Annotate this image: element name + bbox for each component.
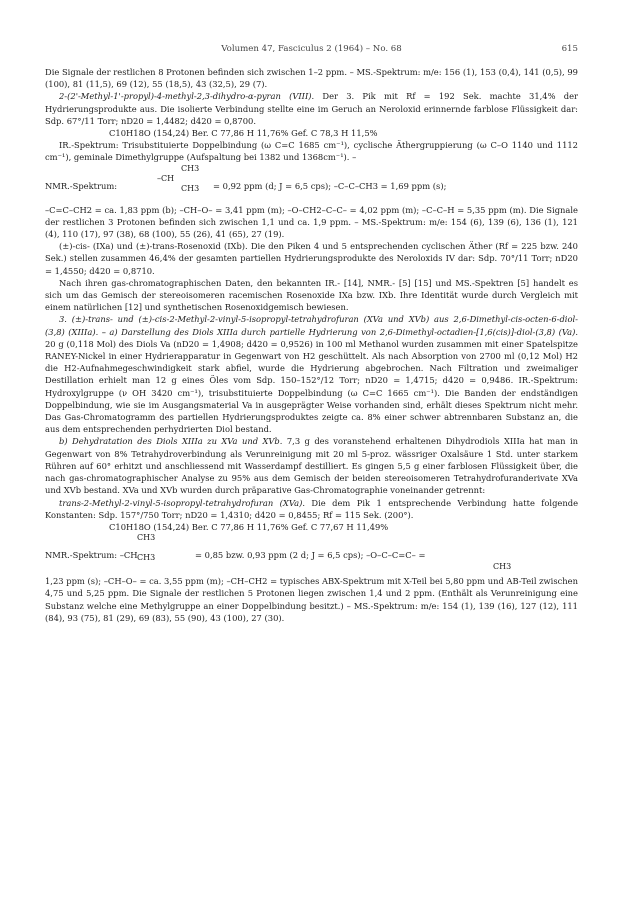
nmr-values-1: = 0,92 ppm (d; J = 6,5 cps); –C–C–CH3 = 1,69 ppm (s); — [213, 180, 447, 191]
compound-viii-title: 2-(2'-Methyl-1'-propyl)-4-methyl-2,3-dihydro-α-pyran (VIII). — [59, 91, 315, 102]
paragraph-compound-xva — [45, 497, 578, 521]
paragraph-rosenoxid: (±)-cis- (IXa) und (±)-trans-Rosenoxid (IXb). Die den Piken 4 und 5 entsprechenden cyclischen Äther (Rf = 225 bzw. 240 Sek.) stellen zusammen 46,4% der gesamten partiellen Hydrierungsprodukte des Neroloxids IV dar: Sdp. 70°/11 Torr; nD20 = 1,4550; d420 = 0,8710. — [45, 241, 578, 276]
journal-citation: Volumen 47, Fasciculus 2 (1964) – No. 68 — [221, 44, 402, 54]
fragment-ch3-bottom-2: CH3 — [137, 553, 156, 563]
paragraph-identification: Nach ihren gas-chromatographischen Daten, den bekannten IR.- [14], NMR.- [5] [15] und MS.-Spektren [5] handelt es sich um das Gemisch der stereoisomeren racemischen Rosenoxide IXa bzw. IXb. Ihre Identität wurde durch Vergleich mit einem natürlichen [12] und synthetischen Rosenoxidgemisch bewiesen. — [45, 277, 578, 313]
fragment-ch: –CH — [157, 173, 175, 183]
elemental-analysis-1: C10H18O (154,24) Ber. C 77,86 H 11,76% Gef. C 78,3 H 11,5% — [109, 128, 378, 139]
nmr-label-2: NMR.-Spektrum: –CH — [45, 550, 138, 561]
page — [45, 44, 578, 624]
section-3-title: 3. (±)-trans- und (±)-cis-2-Methyl-2-vinyl-5-isopropyl-tetrahydrofuran (XVa und XVb) aus 2,6-Dimethyl-cis-octen-6-diol-(3,8) (XIIIa). – a) Darstellung des Diols XIIIa durch partielle Hydrierung von 2,6-Dimethyl-octadien-[1,6(cis)]-diol-(3,8) (Va). — [45, 314, 578, 337]
fragment-ch3-tail: CH3 — [493, 562, 512, 572]
isopropyl-fragment-2 — [127, 533, 155, 563]
page-header — [45, 44, 578, 60]
compound-xva-title: trans-2-Methyl-2-vinyl-5-isopropyl-tetrahydrofuran (XVa). — [59, 497, 306, 508]
nmr-label: NMR.-Spektrum: — [45, 180, 118, 191]
section-3-text: 20 g (0,118 Mol) des Diols Va (nD20 = 1,4908; d420 = 0,9526) in 100 ml Methanol wurden zusammen mit einer Spatelspitze RANEY-Nickel in einer Hydrierapparatur in Gegenwart von H2 geschüttelt. Als nach Absorption von 2700 ml (0,12 Mol) H2 die H2-Aufnahmegeschwindigkeit stark abfiel, wurde die Hydrierung abgebrochen. Nach Filtration und zweimaliger Destillation erhielt man 12 g eines Öles vom Sdp. 150–152°/12 Torr; nD20 = 1,4715; d420 = 0,9486. IR.-Spektrum: Hydroxylgruppe (ν OH 3420 cm⁻¹), trisubstituierte Doppelbindung (ω C=C 1665 cm⁻¹). Die Banden der endständigen Doppelbindung, wie sie im Ausgangsmaterial Va in ausgeprägter Weise vorhanden sind, erhält dieses Spektrum nicht mehr. Das Gas-Chromatogramm des partiellen Hydrierungsproduktes zeigte ca. 8% einer schwer abtrennbaren Substanz an, die aus dem entsprechenden perhydrierten Diol bestand. — [45, 338, 578, 435]
paragraph-nmr-continued: –C=C–CH2 = ca. 1,83 ppm (b); –CH–O– = 3,41 ppm (m); –O–CH2–C–C– = 4,02 ppm (m); –C–C–H = 5,35 ppm (m). Die Signale der restlichen 3 Protonen befinden sich zwischen 1,1 und ca. 1,9 ppm. – MS.-Spektrum: m/e: 154 (6), 139 (6), 136 (1), 121 (4), 110 (17), 97 (38), 68 (100), 55 (26), 41 (65), 27 (19). — [45, 204, 578, 240]
paragraph-ir-spectrum-1: IR.-Spektrum: Trisubstituierte Doppelbindung (ω C=C 1685 cm⁻¹), cyclische Äthergruppierung (ω C–O 1140 und 1112 cm⁻¹), geminale Dimethylgruppe (Aufspaltung bei 1382 und 1368cm⁻¹). – — [45, 140, 578, 163]
paragraph-section-3 — [45, 313, 578, 435]
elemental-analysis-2: C10H18O (154,24) Ber. C 77,86 H 11,76% Gef. C 77,67 H 11,49% — [109, 521, 389, 532]
article-body — [45, 66, 578, 624]
fragment-ch3-top: CH3 — [181, 163, 200, 173]
fragment-ch3-top-2: CH3 — [137, 533, 156, 543]
dehydratation-text: 7,3 g des voranstehend erhaltenen Dihydrodiols XIIIa hat man in Gegenwart von 8% Tetrahydroverbindung als Verunreinigung mit 20 ml 5-proz. wässriger Oxalsäure 1 Std. unter starkem Rühren auf 60° erhitzt und anschliessend mit Wasserdampf destilliert. Es gingen 5,5 g einer farblosen Flüssigkeit über, die nach gas-chromatographischer Analyse zu 95% aus dem Gemisch der beiden stereoisomeren Tetrahydrofuranderivate XVa und XVb bestand. XVa und XVb wurden durch präparative Gas-Chromatographie voneinander getrennt: — [45, 436, 579, 496]
isopropyl-fragment — [157, 164, 199, 194]
paragraph-ms-spectrum-1: Die Signale der restlichen 8 Protonen befinden sich zwischen 1–2 ppm. – MS.-Spektrum: m/e: 156 (1), 153 (0,4), 141 (0,5), 99 (100), 81 (11,5), 69 (12), 55 (18,5), 43 (32,5), 29 (7). — [45, 67, 578, 90]
paragraph-compound-viii — [45, 90, 578, 127]
dehydratation-title: b) Dehydratation des Diols XIIIa zu XVa und XVb. — [59, 436, 283, 447]
nmr-spectrum-block-2 — [45, 533, 578, 575]
nmr-spectrum-block-1 — [45, 164, 578, 204]
paragraph-nmr-continued-2: 1,23 ppm (s); –CH–O– = ca. 3,55 ppm (m); –CH–CH2 = typisches ABX-Spektrum mit X-Teil bei 5,80 ppm und AB-Teil zwischen 4,75 und 5,25 ppm. Die Signale der restlichen 5 Protonen liegen zwischen 1,4 und 2 ppm. (Enthält als Verunreinigung eine Substanz welche eine Methylgruppe an einer Doppelbindung besitzt.) – MS.-Spektrum: m/e: 154 (1), 139 (16), 127 (12), 111 (84), 93 (75), 81 (29), 69 (83), 55 (90), 43 (100), 27 (30). — [45, 576, 578, 623]
page-number: 615 — [561, 44, 578, 54]
fragment-ch3-bottom: CH3 — [181, 183, 200, 193]
paragraph-dehydratation — [45, 435, 578, 496]
nmr-values-2: = 0,85 bzw. 0,93 ppm (2 d; J = 6,5 cps); –O–C–C=C– = — [195, 550, 426, 561]
compound-viii-text: Der 3. Pik mit Rf = 192 Sek. machte 31,4% der Hydrierungsprodukte aus. Die isolierte Verbindung stellte eine im Geruch an Neroloxid erinnernde farblose Flüssigkeit dar: Sdp. 67°/11 Torr; nD20 = 1,4482; d420 = 0,8700. — [45, 91, 579, 126]
compound-xva-text: Die dem Pik 1 entsprechende Verbindung hatte folgende Konstanten: Sdp. 157°/750 Torr; nD20 = 1,4310; d420 = 0,8455; Rf = 115 Sek. (200°). — [45, 497, 579, 520]
